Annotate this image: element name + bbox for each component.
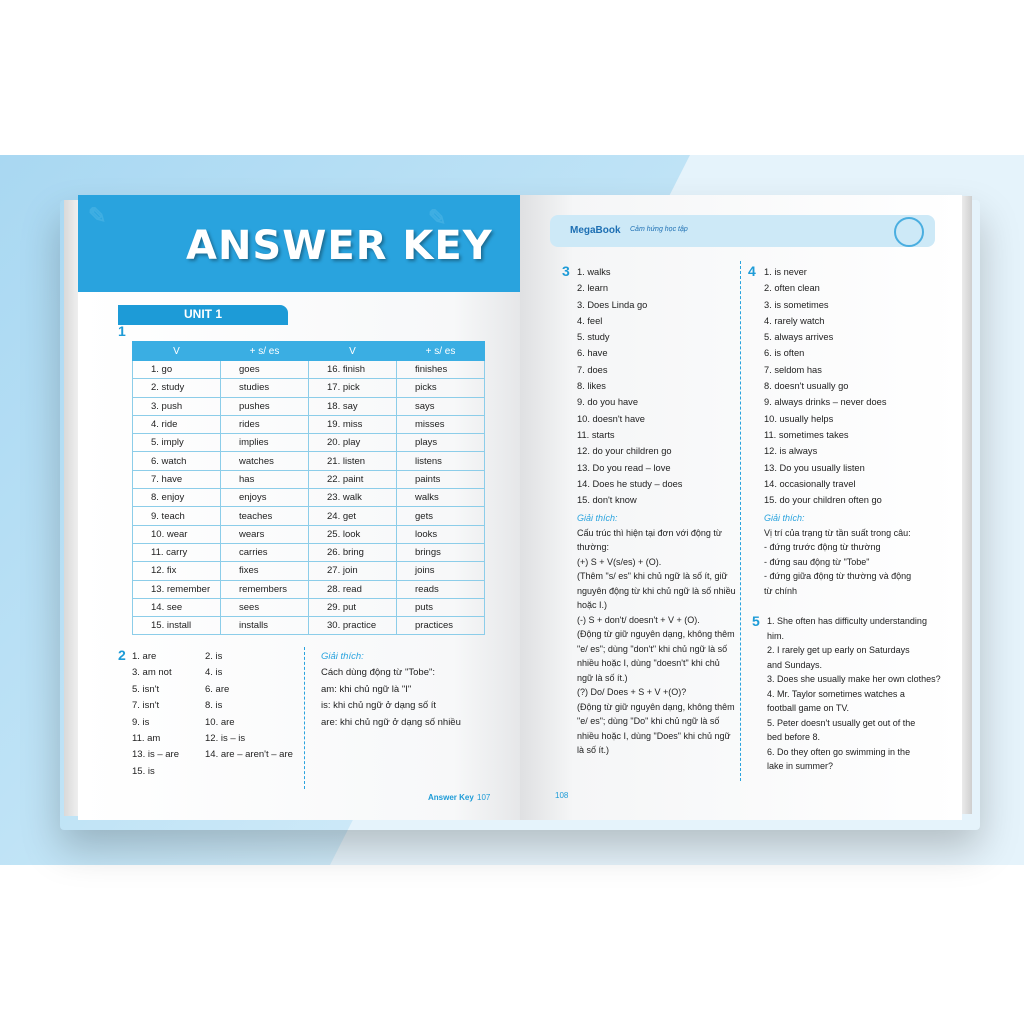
list-item: 11. am <box>132 733 161 745</box>
table-cell: 1. go <box>133 361 221 379</box>
list-item: nguyên động từ khi chủ ngữ là số nhiều <box>577 585 736 596</box>
section5-answers <box>767 614 941 774</box>
list-item: 10. doesn't have <box>577 413 645 424</box>
list-item: là số ít.) <box>577 745 610 755</box>
table-cell: reads <box>397 580 485 598</box>
table-row <box>133 470 485 488</box>
list-item: 13. Do you usually listen <box>764 462 865 473</box>
section-number: 5 <box>752 613 760 629</box>
list-item: 11. sometimes takes <box>764 429 849 440</box>
list-item: ngữ là số ít.) <box>577 672 628 683</box>
table-cell: practices <box>397 617 485 635</box>
table-cell: 5. imply <box>133 434 221 452</box>
table-cell: misses <box>397 415 485 433</box>
list-item: từ chính <box>764 585 798 596</box>
section3-explanation <box>577 511 736 758</box>
list-item: 10. are <box>205 716 235 728</box>
table-cell: looks <box>397 525 485 543</box>
list-item: am: khi chủ ngữ là "I" <box>321 683 412 695</box>
list-item: 3. am not <box>132 667 172 679</box>
list-item: 1. are <box>132 651 157 662</box>
table-cell: 8. enjoy <box>133 489 221 507</box>
table-cell: installs <box>221 617 309 635</box>
table-cell: implies <box>221 434 309 452</box>
table-cell: has <box>221 470 309 488</box>
table-row <box>133 598 485 616</box>
table-row <box>133 379 485 397</box>
table-cell: finishes <box>397 361 485 379</box>
list-item: 2. often clean <box>764 283 820 294</box>
list-item: Vị trí của trạng từ tần suất trong câu: <box>764 527 911 538</box>
table-cell: pushes <box>221 397 309 415</box>
section-number: 3 <box>562 263 570 279</box>
list-item: (Động từ giữ nguyên dạng, không thêm <box>577 629 735 639</box>
list-item: (Thêm "s/ es" khi chủ ngữ là số ít, giữ <box>577 571 728 581</box>
list-item: 14. occasionally travel <box>764 478 856 489</box>
list-item: 9. always drinks – never does <box>764 397 887 408</box>
table-cell: plays <box>397 434 485 452</box>
list-item: lake in summer? <box>767 761 834 771</box>
table-cell: 3. push <box>133 397 221 415</box>
list-item: 4. feel <box>577 315 603 326</box>
section4-explanation <box>764 511 911 598</box>
table-cell: wears <box>221 525 309 543</box>
explanation-heading: Giải thích: <box>321 651 364 662</box>
section2-column2 <box>205 649 293 764</box>
list-item: 12. do your children go <box>577 446 672 457</box>
list-item: him. <box>767 630 785 641</box>
list-item: (-) S + don't/ doesn't + V + (O). <box>577 614 700 625</box>
verb-table <box>132 341 485 635</box>
table-cell: sees <box>221 598 309 616</box>
table-cell: 29. put <box>309 598 397 616</box>
list-item: 7. isn't <box>132 700 160 712</box>
table-cell: 14. see <box>133 598 221 616</box>
table-cell: studies <box>221 379 309 397</box>
table-row <box>133 361 485 379</box>
list-item: 4. rarely watch <box>764 315 825 326</box>
list-item: "e/ es"; dùng "don't" khi chủ ngữ là số <box>577 643 728 654</box>
table-cell: 13. remember <box>133 580 221 598</box>
table-cell: 24. get <box>309 507 397 525</box>
table-cell: joins <box>397 562 485 580</box>
list-item: 9. is <box>132 716 150 728</box>
table-row <box>133 434 485 452</box>
table-cell: 28. read <box>309 580 397 598</box>
table-row <box>133 525 485 543</box>
table-cell: 25. look <box>309 525 397 543</box>
list-item: nhiều hoặc I, dùng "doesn't" khi chủ <box>577 658 720 668</box>
list-item: 5. isn't <box>132 683 160 695</box>
table-cell: teaches <box>221 507 309 525</box>
list-item: thường: <box>577 542 609 552</box>
list-item: 8. doesn't usually go <box>764 381 849 392</box>
table-cell: 12. fix <box>133 562 221 580</box>
table-cell: fixes <box>221 562 309 580</box>
list-item: 2. learn <box>577 283 609 294</box>
table-header: + s/ es <box>221 342 309 361</box>
table-header-row <box>133 342 485 361</box>
list-item: 7. seldom has <box>764 364 822 375</box>
list-item: 5. always arrives <box>764 332 834 343</box>
table-cell: listens <box>397 452 485 470</box>
table-cell: walks <box>397 489 485 507</box>
table-header: + s/ es <box>397 342 485 361</box>
table-header: V <box>309 342 397 361</box>
unit-tab: UNIT 1 <box>118 305 288 323</box>
header-decoration: ✎ <box>88 203 107 228</box>
table-cell: 26. bring <box>309 543 397 561</box>
table-cell: remembers <box>221 580 309 598</box>
header-decoration: ✎ <box>428 205 447 230</box>
table-cell: 20. play <box>309 434 397 452</box>
list-item: 8. is <box>205 700 223 712</box>
table-row <box>133 543 485 561</box>
list-item: 3. Does Linda go <box>577 299 648 310</box>
page-number: 107 <box>477 793 491 802</box>
left-page <box>78 195 520 820</box>
right-page <box>520 195 962 820</box>
section3-answers <box>577 264 682 508</box>
table-cell: 30. practice <box>309 617 397 635</box>
table-row <box>133 580 485 598</box>
table-cell: 19. miss <box>309 415 397 433</box>
unit-underline <box>118 323 288 325</box>
list-item: (Động từ giữ nguyên dạng, không thêm <box>577 701 735 712</box>
list-item: 4. is <box>205 667 223 679</box>
list-item: 1. walks <box>577 267 611 277</box>
list-item: 3. is sometimes <box>764 299 829 310</box>
list-item: (+) S + V(s/es) + (O). <box>577 556 662 567</box>
list-item: - đứng trước động từ thường <box>764 542 881 552</box>
list-item: are: khi chủ ngữ ở dạng số nhiều <box>321 716 461 728</box>
list-item: 15. don't know <box>577 495 637 506</box>
table-cell: 11. carry <box>133 543 221 561</box>
section-number: 4 <box>748 263 756 279</box>
table-cell: 17. pick <box>309 379 397 397</box>
list-item: 14. Does he study – does <box>577 478 683 489</box>
table-cell: says <box>397 397 485 415</box>
list-item: is: khi chủ ngữ ở dạng số ít <box>321 700 437 712</box>
table-cell: 9. teach <box>133 507 221 525</box>
list-item: 4. Mr. Taylor sometimes watches a <box>767 688 905 699</box>
list-item: Cách dùng động từ "Tobe": <box>321 667 435 679</box>
table-cell: enjoys <box>221 489 309 507</box>
list-item: 12. is always <box>764 446 818 457</box>
table-cell: goes <box>221 361 309 379</box>
table-row <box>133 507 485 525</box>
table-row <box>133 452 485 470</box>
table-cell: paints <box>397 470 485 488</box>
table-header: V <box>133 342 221 361</box>
table-cell: 15. install <box>133 617 221 635</box>
table-cell: 27. join <box>309 562 397 580</box>
list-item: 10. usually helps <box>764 413 834 424</box>
list-item: 1. She often has difficulty understanding <box>767 616 927 626</box>
list-item: 6. is often <box>764 348 805 359</box>
table-row <box>133 617 485 635</box>
table-cell: 4. ride <box>133 415 221 433</box>
list-item: 13. Do you read – love <box>577 462 671 473</box>
table-row <box>133 489 485 507</box>
list-item: nhiều hoặc I, dùng "Does" khi chủ ngữ <box>577 730 731 741</box>
list-item: 6. Do they often go swimming in the <box>767 746 911 757</box>
list-item: 15. is <box>132 765 155 777</box>
list-item: 2. is <box>205 651 223 662</box>
divider <box>304 647 305 789</box>
page-title: ANSWER KEY <box>186 223 493 269</box>
list-item: 9. do you have <box>577 397 638 408</box>
list-item: 7. does <box>577 364 608 375</box>
list-item: 13. is – are <box>132 749 179 761</box>
list-item: 6. are <box>205 683 230 695</box>
list-item: 12. is – is <box>205 733 246 745</box>
list-item: 5. study <box>577 332 610 343</box>
table-cell: 6. watch <box>133 452 221 470</box>
table-cell: 2. study <box>133 379 221 397</box>
list-item: 6. have <box>577 348 608 359</box>
list-item: hoặc I.) <box>577 600 608 610</box>
list-item: and Sundays. <box>767 659 823 670</box>
divider <box>740 261 741 781</box>
list-item: - đứng giữa động từ thường và động <box>764 571 912 581</box>
section2-explanation <box>321 649 461 731</box>
list-item: "e/ es"; dùng "Do" khi chủ ngữ là số <box>577 716 720 726</box>
section-number: 1 <box>118 323 126 339</box>
table-cell: picks <box>397 379 485 397</box>
section4-answers <box>764 264 886 508</box>
list-item: (?) Do/ Does + S + V +(O)? <box>577 687 687 697</box>
list-item: 1. is never <box>764 267 807 277</box>
table-row <box>133 397 485 415</box>
table-cell: gets <box>397 507 485 525</box>
explanation-heading: Giải thích: <box>577 513 618 523</box>
table-cell: puts <box>397 598 485 616</box>
brand-logo: MegaBook <box>570 225 621 236</box>
list-item: - đứng sau động từ "Tobe" <box>764 556 870 567</box>
table-cell: carries <box>221 543 309 561</box>
table-cell: brings <box>397 543 485 561</box>
table-cell: watches <box>221 452 309 470</box>
section-number: 2 <box>118 647 126 663</box>
list-item: 11. starts <box>577 429 615 440</box>
footer-label: Answer Key <box>428 793 474 802</box>
list-item: Cấu trúc thì hiện tại đơn với động từ <box>577 527 722 538</box>
explanation-heading: Giải thích: <box>764 513 805 523</box>
ferris-wheel-icon <box>894 217 924 247</box>
table-cell: 7. have <box>133 470 221 488</box>
page-number: 108 <box>555 791 569 800</box>
list-item: bed before 8. <box>767 732 821 742</box>
table-cell: 10. wear <box>133 525 221 543</box>
table-cell: 22. paint <box>309 470 397 488</box>
list-item: 5. Peter doesn't usually get out of the <box>767 717 916 728</box>
table-cell: 16. finish <box>309 361 397 379</box>
table-row <box>133 562 485 580</box>
list-item: 15. do your children often go <box>764 495 882 506</box>
section2-column1 <box>132 649 179 780</box>
brand-slogan: Cảm hứng học tập <box>630 226 688 233</box>
list-item: 14. are – aren't – are <box>205 749 293 761</box>
table-cell: 23. walk <box>309 489 397 507</box>
list-item: 3. Does she usually make her own clothes? <box>767 674 941 684</box>
table-cell: rides <box>221 415 309 433</box>
list-item: 8. likes <box>577 381 606 392</box>
table-cell: 18. say <box>309 397 397 415</box>
list-item: 2. I rarely get up early on Saturdays <box>767 645 910 655</box>
table-row <box>133 415 485 433</box>
table-cell: 21. listen <box>309 452 397 470</box>
list-item: football game on TV. <box>767 703 850 713</box>
